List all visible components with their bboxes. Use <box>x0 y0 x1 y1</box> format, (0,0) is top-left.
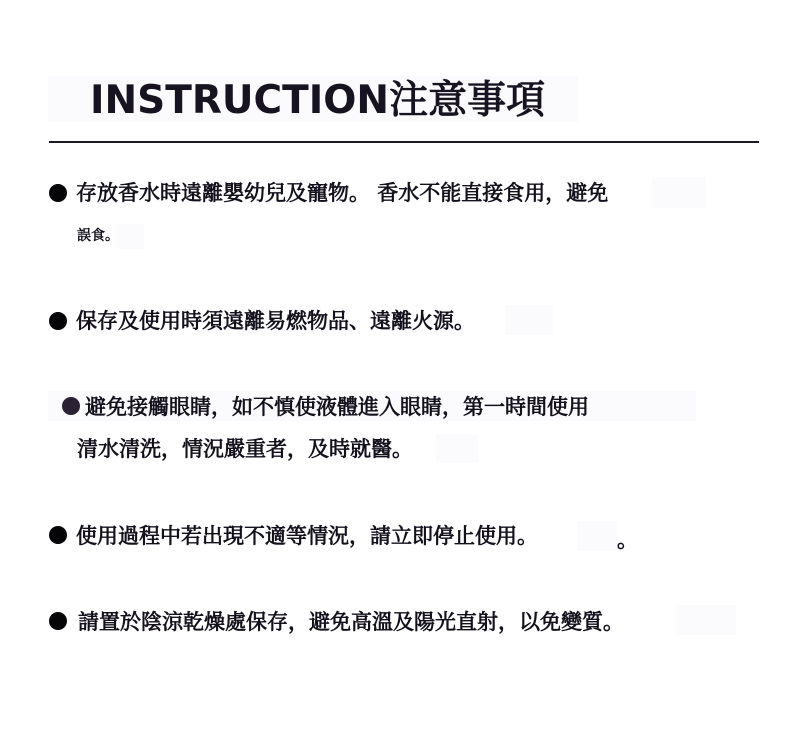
bullet-icon <box>49 184 67 202</box>
bullet-icon <box>49 312 67 330</box>
list-item-text-continued: 誤食。 <box>77 228 119 244</box>
shade <box>436 434 478 463</box>
divider <box>49 141 759 143</box>
list-item-text: 避免接觸眼睛，如不慎使液體進入眼睛，第一時間使用 <box>85 395 589 419</box>
bullet-icon <box>49 612 67 630</box>
list-item-text: 存放香水時遠離嬰幼兒及寵物。 香水不能直接食用，避免 <box>76 181 609 205</box>
shade <box>116 224 144 249</box>
shade <box>652 177 706 208</box>
page-title: INSTRUCTION注意事項 <box>90 78 546 123</box>
bullet-icon <box>62 397 80 415</box>
bullet-icon <box>49 526 67 544</box>
trailing-mark: 。 <box>617 528 638 552</box>
shade <box>577 521 617 551</box>
list-item-text-continued: 清水清洗，情況嚴重者，及時就醫。 <box>77 437 413 461</box>
shade <box>676 605 736 635</box>
list-item-text: 使用過程中若出現不適等情況，請立即停止使用。 <box>76 524 538 548</box>
list-item-text: 請置於陰涼乾燥處保存，避免高溫及陽光直射，以免變質。 <box>78 610 624 634</box>
shade <box>505 305 553 335</box>
list-item-text: 保存及使用時須遠離易燃物品、遠離火源。 <box>76 309 475 333</box>
